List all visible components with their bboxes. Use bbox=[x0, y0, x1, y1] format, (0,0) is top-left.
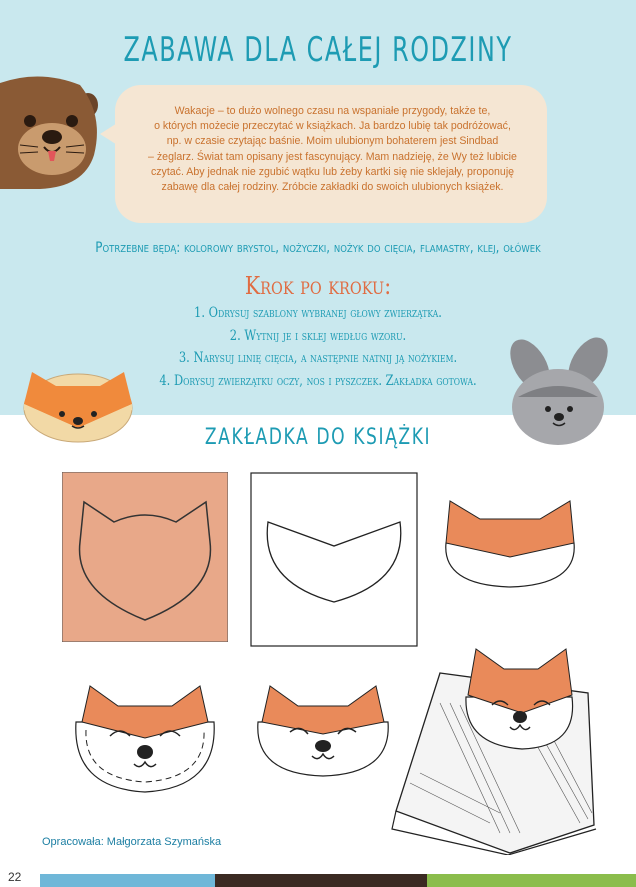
step5-fox-drawing bbox=[252, 682, 394, 778]
materials-list: Potrzebne będą: kolorowy brystol, nożyczki, nożyk do cięcia, flamastry, klej, ołówek bbox=[95, 240, 541, 256]
step-item: 2. Wytnij je i sklej według wzoru. bbox=[229, 327, 407, 344]
step2-cut-drawing bbox=[250, 472, 418, 647]
intro-line: zabawę dla całej rodziny. Zróbcie zakładki do swoich ulubionych książek. bbox=[161, 181, 504, 194]
page-number: 22 bbox=[8, 870, 22, 884]
step-item: 4. Dorysuj zwierzątku oczy, nos i pyszczek. Zakładka gotowa. bbox=[159, 372, 477, 389]
intro-line: czytać. Aby jednak nie zgubić wątku lub żeby kartki się nie sklejały, proponuję bbox=[150, 165, 515, 178]
footer-bar-dark bbox=[215, 874, 427, 887]
steps-heading: Krok po kroku: bbox=[244, 272, 392, 300]
intro-line: o których możecie przeczytać w książkach. Ja bardzo lubię tak podróżować, bbox=[154, 120, 511, 133]
intro-text bbox=[140, 104, 525, 195]
footer-bar-blue bbox=[40, 874, 215, 887]
author-credit: Opracowała: Małgorzata Szymańska bbox=[42, 836, 222, 848]
step-item: 3. Narysuj linię cięcia, a następnie natnij ją nożykiem. bbox=[178, 350, 458, 366]
finished-bookmark-drawing bbox=[380, 643, 606, 855]
intro-line: np. w czasie czytając baśnie. Moim ulubionym bohaterem jest Sindbad bbox=[166, 135, 499, 148]
step1-template-drawing bbox=[62, 472, 228, 642]
intro-line: Wakacje – to dużo wolnego czasu na wspaniałe przygody, także te, bbox=[174, 105, 491, 117]
step3-fox-drawing bbox=[440, 495, 580, 590]
otter-illustration bbox=[0, 75, 100, 193]
step-item: 1. Odrysuj szablony wybranej głowy zwierzątka. bbox=[194, 305, 442, 321]
footer-bar-green bbox=[427, 874, 636, 887]
intro-line: – żeglarz. Świat tam opisany jest fascynujący. Mam nadzieję, że Wy też lubicie bbox=[148, 150, 517, 163]
section-title: ZAKŁADKA DO KSIĄŻKI bbox=[204, 425, 432, 450]
page-title: ZABAWA DLA CAŁEJ RODZINY bbox=[123, 30, 513, 70]
step4-fox-drawing bbox=[70, 682, 220, 794]
